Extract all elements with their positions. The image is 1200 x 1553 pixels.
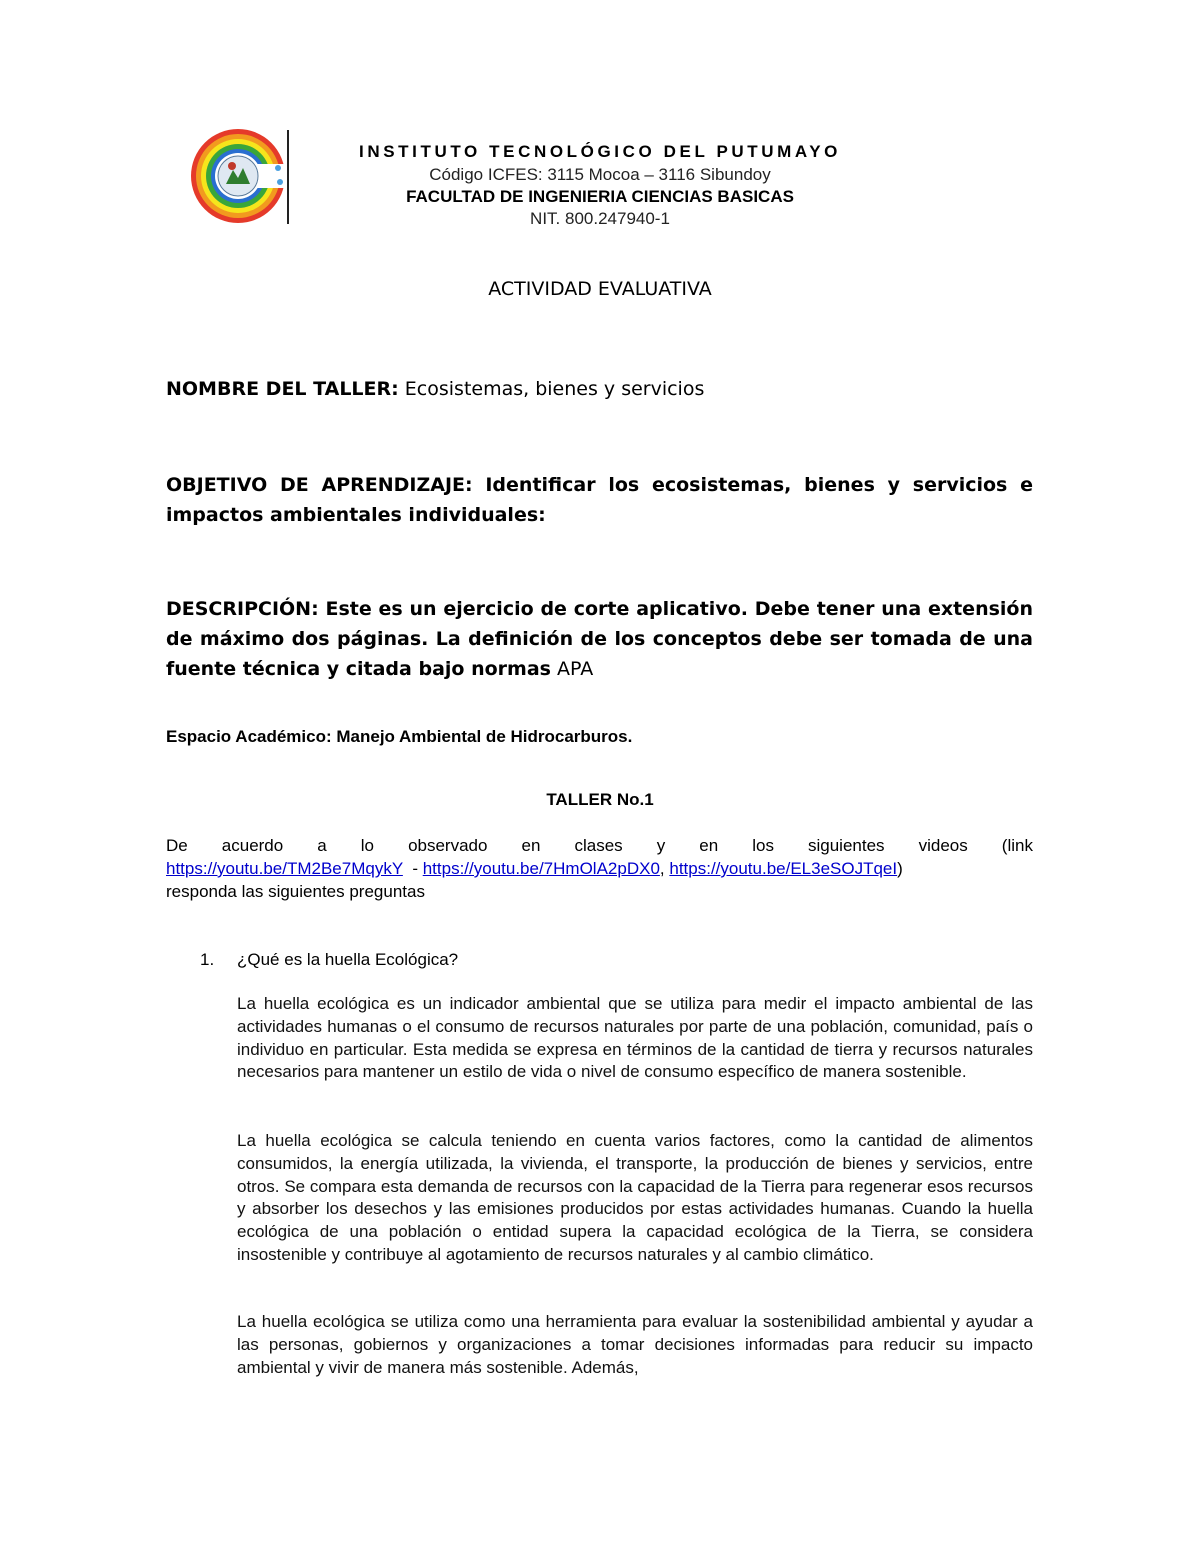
intro-word: a (317, 836, 327, 855)
video-link-3[interactable]: https://youtu.be/EL3eSOJTqeI (669, 859, 898, 878)
intro-word: en (521, 836, 541, 855)
institution-name: INSTITUTO TECNOLÓGICO DEL PUTUMAYO (359, 142, 841, 161)
intro-word: acuerdo (221, 836, 284, 855)
intro-word: observado (408, 836, 488, 855)
intro-word: De (166, 836, 188, 855)
intro-word: videos (918, 836, 968, 855)
faculty-name: FACULTAD DE INGENIERIA CIENCIAS BASICAS (406, 187, 794, 206)
nit-number: NIT. 800.247940-1 (530, 209, 670, 228)
video-link-1[interactable]: https://youtu.be/TM2Be7MqykY (166, 859, 403, 878)
description-value: Este es un ejercicio de corte aplicativo. Debe tener una extensión de máximo dos páginas. La definición de los conceptos debe ser tomada de una fuente técnica y citada bajo normas (166, 598, 1033, 680)
learning-objective (166, 470, 1033, 530)
taller-title: TALLER No.1 (546, 790, 654, 809)
institution-seal-logo-icon (188, 126, 292, 226)
intro-word: (link (1001, 836, 1033, 855)
intro-word: en (699, 836, 719, 855)
intro-line-2 (166, 857, 1033, 880)
letterhead (300, 140, 900, 230)
intro-word: los (752, 836, 774, 855)
link-close: ) (897, 859, 903, 878)
description-value-plain: APA (550, 658, 594, 680)
link-separator: , (659, 859, 670, 878)
description (166, 594, 1033, 684)
workshop-name-label: NOMBRE DEL TALLER: (166, 378, 399, 400)
objective-label: OBJETIVO DE APRENDIZAJE: (166, 474, 473, 496)
intro-word: siguientes (808, 836, 885, 855)
question-text: ¿Qué es la huella Ecológica? (237, 950, 459, 969)
objective-value: Identificar los ecosistemas, bienes y servicios e impactos ambientales individuales: (166, 474, 1034, 526)
icfes-code: Código ICFES: 3115 Mocoa – 3116 Sibundoy (429, 165, 771, 184)
intro-word: lo (360, 836, 375, 855)
activity-title: ACTIVIDAD EVALUATIVA (488, 278, 712, 300)
description-label: DESCRIPCIÓN: (166, 598, 319, 620)
academic-space: Espacio Académico: Manejo Ambiental de Hidrocarburos. (166, 727, 633, 746)
video-link-2[interactable]: https://youtu.be/7HmOlA2pDX0 (422, 859, 660, 878)
intro-line-1 (166, 834, 1033, 857)
answer-paragraph: La huella ecológica es un indicador ambiental que se utiliza para medir el impacto ambiental de las actividades humanas o el consumo de recursos naturales por parte de una población, comunidad, país o individuo en particular. Esta medida se expresa en términos de la cantidad de tierra y recursos naturales necesarios para mantener un estilo de vida o nivel de consumo específico de manera sostenible. (237, 994, 1033, 1082)
answer-paragraph: La huella ecológica se utiliza como una herramienta para evaluar la sostenibilidad ambiental y ayudar a las personas, gobiernos y organizaciones a tomar decisiones informadas para reducir su impacto ambiental y vivir de manera más sostenible. Además, (237, 1312, 1033, 1377)
workshop-name (166, 374, 1033, 404)
answer-paragraph: La huella ecológica se calcula teniendo en cuenta varios factores, como la cantidad de alimentos consumidos, la energía utilizada, la vivienda, el transporte, la producción de bienes y servicios, entre otros. Se compara esta demanda de recursos con la capacidad de la Tierra para regenerar esos recursos y absorber los desechos y las emisiones producidos por estas actividades humanas. Cuando la huella ecológica de una población o entidad supera la capacidad ecológica de la Tierra, se considera insostenible y contribuye al agotamiento de recursos naturales y al cambio climático. (237, 1131, 1033, 1264)
header-divider (287, 130, 289, 224)
intro-word: clases (574, 836, 623, 855)
link-separator: - (402, 859, 423, 878)
intro-line-3: responda las siguientes preguntas (166, 882, 425, 901)
question-number: 1. (200, 950, 215, 969)
intro-paragraph (166, 834, 1033, 903)
workshop-name-value: Ecosistemas, bienes y servicios (398, 378, 705, 400)
question-1 (200, 948, 458, 972)
intro-word: y (656, 836, 666, 855)
